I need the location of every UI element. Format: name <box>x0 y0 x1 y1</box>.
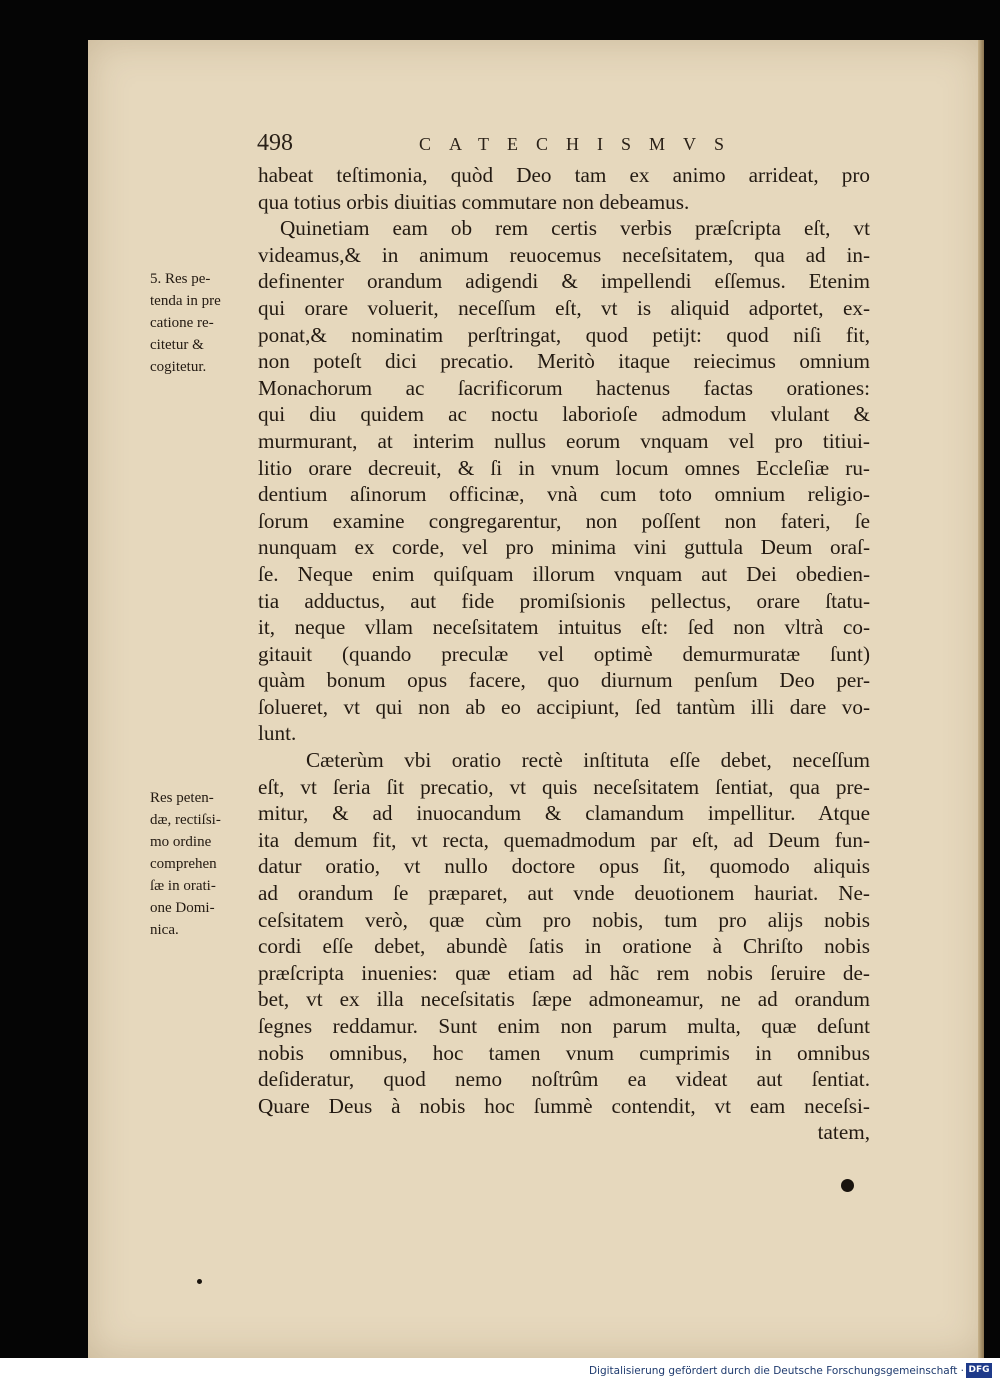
text-line: ponat,& nominatim perſtringat, quod petijt: quod niſi fit, <box>258 322 870 347</box>
text-line: tatem, <box>817 1120 870 1145</box>
text-line: cordi eſſe debet, abundè ſatis in oratione à Chriſto nobis <box>258 934 870 959</box>
text-line: datur oratio, vt nullo doctore opus ſit, quomodo aliquis <box>258 854 870 879</box>
text-line: tia adductus, aut fide promiſsionis pellectus, orare ſtatu- <box>258 588 870 613</box>
text-line: ſorum examine congregarentur, non poſſent non fateri, ſe <box>258 508 870 533</box>
text-line: murmurant, at interim nullus eorum vnquam vel pro titiui- <box>258 428 870 453</box>
margin-note-line: catione re- <box>150 315 214 331</box>
margin-note-line: nica. <box>150 922 179 938</box>
margin-note-line: Res peten- <box>150 790 214 806</box>
text-line: ita demum fit, vt recta, quemadmodum par eſt, ad Deum fun- <box>258 827 870 852</box>
text-line: qui orare voluerit, neceſſum eſt, vt is aliquid adportet, ex- <box>258 295 870 320</box>
text-line: Quare Deus à nobis hoc ſummè contendit, vt eam neceſsi- <box>258 1093 870 1118</box>
text-line: Cæterùm vbi oratio rectè inſtituta eſſe debet, neceſſum <box>306 748 870 773</box>
margin-note-line: citetur & <box>150 337 204 353</box>
text-line: it, neque vllam neceſsitatem intuitus eſt: ſed non vltrà co- <box>258 615 870 640</box>
footer <box>0 1358 1000 1384</box>
text-line: bet, vt ex illa neceſsitatis ſæpe admoneamur, ne ad orandum <box>258 987 870 1012</box>
text-line: ſolueret, vt qui non ab eo accipiunt, ſed tantùm illi dare vo- <box>258 694 870 719</box>
text-line: mitur, & ad inuocandum & clamandum impellitur. Atque <box>258 801 870 826</box>
text-line: Monachorum ac ſacrificorum hactenus factas orationes: <box>258 375 870 400</box>
text-line: lunt. <box>258 721 297 746</box>
text-line: litio orare decreuit, & ſi in vnum locum omnes Eccleſiæ ru- <box>258 455 870 480</box>
text-line: ceſsitatem verò, quæ cùm pro nobis, tum pro alijs nobis <box>258 907 870 932</box>
text-line: qui diu quidem ac noctu laborioſe admodum vlulant & <box>258 402 870 427</box>
margin-note-line: ſæ in orati- <box>150 878 216 894</box>
text-line: gitauit (quando preculæ vel optimè demurmuratæ ſunt) <box>258 641 870 666</box>
text-line: habeat teſtimonia, quòd Deo tam ex animo arrideat, pro <box>258 163 870 187</box>
running-head <box>257 130 817 160</box>
running-title: CATECHISMVS <box>419 134 743 154</box>
page-edge <box>978 40 984 1358</box>
text-line: Quinetiam eam ob rem certis verbis præſcripta eſt, vt <box>280 216 870 241</box>
margin-note-line: tenda in pre <box>150 293 221 309</box>
text-line: ſe. Neque enim quiſquam illorum vnquam aut Dei obedien- <box>258 561 870 586</box>
text-line: ad orandum ſe præparet, aut vnde deuotionem hauriat. Ne- <box>258 881 870 906</box>
text-line: definenter orandum adigendi & impellendi eſſemus. Etenim <box>258 269 870 294</box>
text-line: nunquam ex corde, vel pro minima vini guttula Deum oraſ- <box>258 535 870 560</box>
text-line: deſideratur, quod nemo noſtrûm ea videat aut ſentiat. <box>258 1067 870 1092</box>
text-line: dentium aſinorum officinæ, vnà cum toto omnium religio- <box>258 482 870 507</box>
footer-credit: Digitalisierung gefördert durch die Deutsche Forschungsgemeinschaft · <box>588 1365 964 1377</box>
text-line: non poteſt dici precatio. Meritò itaque reiecimus omnium <box>258 349 870 374</box>
margin-note-line: dæ, rectiſsi- <box>150 812 221 828</box>
text-line: qua totius orbis diuitias commutare non debeamus. <box>258 189 690 214</box>
dfg-logo: DFG <box>966 1363 992 1378</box>
margin-note-line: cogitetur. <box>150 359 207 375</box>
margin-note <box>150 268 252 378</box>
page-number: 498 <box>257 130 293 156</box>
text-line: videamus,& in animum reuocemus neceſsitatem, qua ad in- <box>258 242 870 267</box>
body-text <box>258 162 870 1146</box>
margin-note <box>150 787 252 941</box>
text-line: ſegnes reddamur. Sunt enim non parum multa, quæ deſunt <box>258 1014 870 1038</box>
margin-note-line: 5. Res pe- <box>150 271 211 287</box>
text-line: eſt, vt ſeria ſit precatio, vt quis neceſsitatem ſentiat, qua pre- <box>258 774 870 799</box>
text-line: quàm bonum opus facere, quo diurnum penſum Deo per- <box>258 668 870 693</box>
margin-note-line: one Domi- <box>150 900 215 916</box>
margin-note-line: mo ordine <box>150 834 212 850</box>
margin-note-line: comprehen <box>150 856 217 872</box>
ink-spot <box>197 1279 202 1284</box>
text-line: præſcripta inuenies: quæ etiam ad hãc rem nobis ſeruire de- <box>258 960 870 985</box>
ink-spot <box>841 1179 854 1192</box>
text-line: nobis omnibus, hoc tamen vnum cumprimis in omnibus <box>258 1040 870 1065</box>
